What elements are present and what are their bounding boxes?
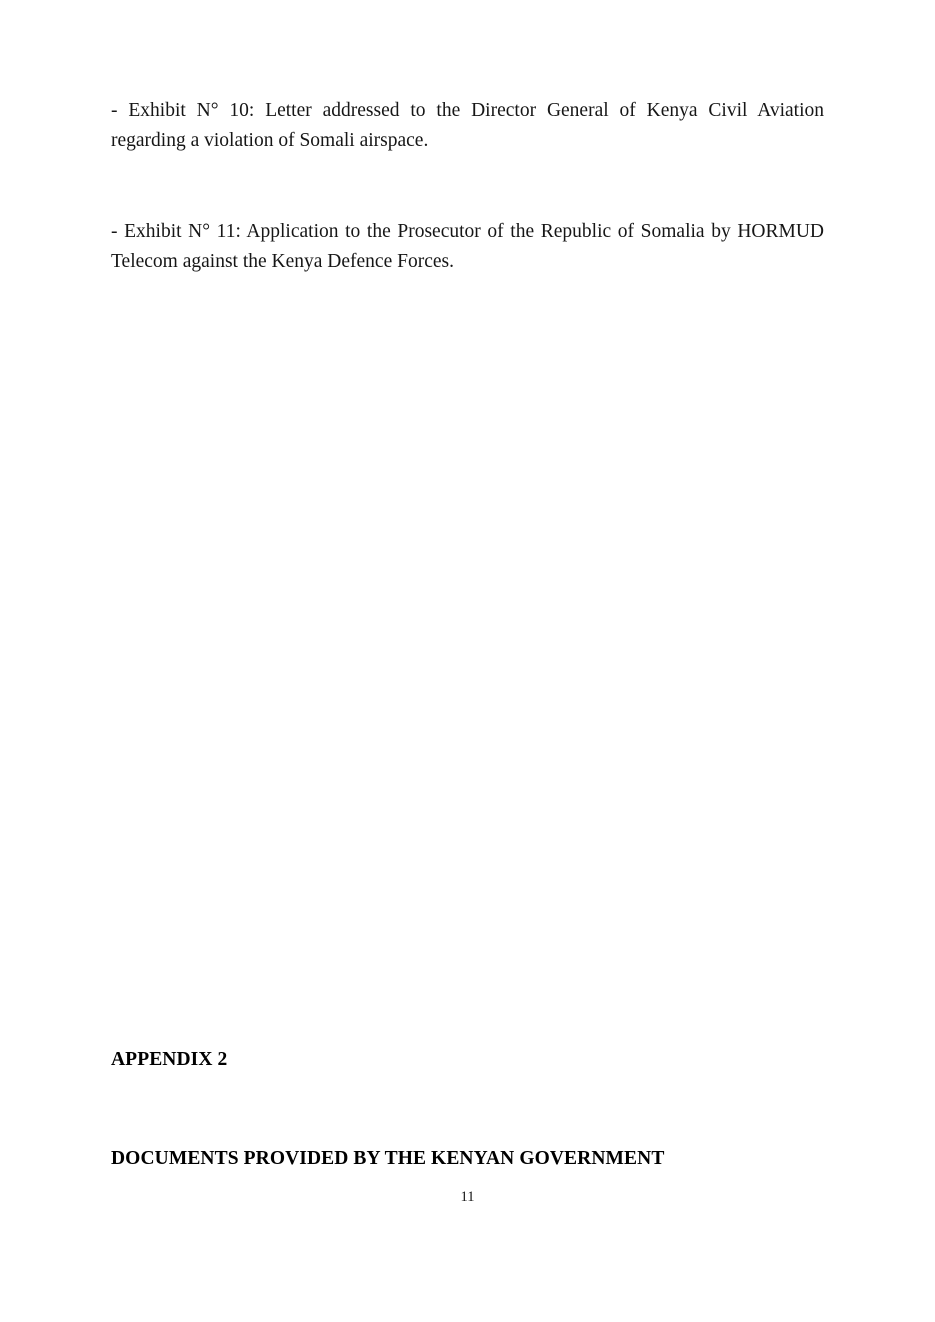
appendix-heading: APPENDIX 2 xyxy=(111,1049,228,1070)
paragraph-spacer xyxy=(111,155,824,217)
exhibit-11-paragraph: - Exhibit N° 11: Application to the Prosecutor of the Republic of Somalia by HORMUD Telecom against the Kenya Defence Forces. xyxy=(111,221,824,272)
section-heading: DOCUMENTS PROVIDED BY THE KENYAN GOVERNMENT xyxy=(111,1147,665,1169)
exhibit-10-paragraph: - Exhibit N° 10: Letter addressed to the Director General of Kenya Civil Aviation regarding a violation of Somali airspace. xyxy=(111,100,824,151)
appendix-section xyxy=(111,1045,824,1173)
page-number: 11 xyxy=(460,1189,475,1205)
document-body xyxy=(111,96,824,277)
